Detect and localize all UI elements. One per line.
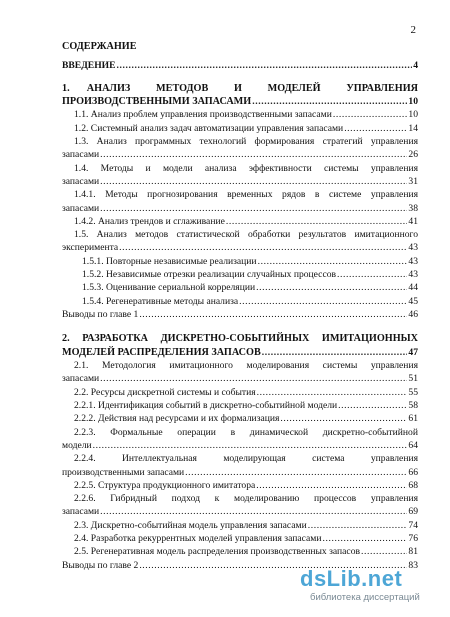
watermark-logo: dsLib.net	[300, 566, 403, 591]
chapter-2-title-line1: 2. РАЗРАБОТКА ДИСКРЕТНО-СОБЫТИЙНЫХ ИМИТАЦИОННЫХ	[62, 333, 418, 345]
leader-dots	[139, 308, 407, 321]
spacer	[62, 73, 418, 83]
toc-entry-page: 41	[408, 215, 418, 227]
toc-entry-page: 44	[408, 282, 418, 294]
toc-entry-page: 68	[408, 479, 418, 491]
toc-entry	[62, 492, 418, 519]
toc-heading: СОДЕРЖАНИЕ	[62, 41, 137, 52]
chapter-1-title-line2: ПРОИЗВОДСТВЕННЫМИ ЗАПАСАМИ ..... 10	[62, 95, 418, 108]
toc-entry-text-cont: запасами	[62, 506, 100, 518]
toc-entry	[62, 215, 418, 228]
toc-entry-page: 10	[408, 109, 418, 121]
toc-entry	[62, 519, 418, 532]
toc-entry-text: 1.5.3. Оценивание сериальной корреляции	[82, 282, 256, 294]
leader-dots	[119, 241, 407, 254]
toc-entry-text: 1.3. Анализ программных технологий формирования стратегий управления	[74, 136, 418, 148]
leader-dots	[257, 386, 408, 399]
chapter-1-page: 10	[408, 96, 418, 108]
toc-entry-page: 76	[408, 532, 418, 544]
leader-dots	[256, 479, 407, 492]
toc-entry	[62, 228, 418, 255]
toc-entry-text: ВВЕДЕНИЕ	[62, 60, 116, 72]
leader-dots	[308, 519, 408, 532]
chapter-1-items	[62, 108, 418, 321]
toc-entry	[62, 545, 418, 558]
toc-entry	[62, 426, 418, 453]
toc-entry	[62, 295, 418, 308]
toc-entry-text: 2.3. Дискретно-событийная модель управления запасами	[74, 519, 307, 531]
toc-entry	[62, 268, 418, 281]
leader-dots	[338, 399, 407, 412]
leader-dots	[117, 59, 413, 72]
toc-entry	[62, 532, 418, 545]
leader-dots	[262, 346, 408, 359]
leader-dots	[258, 255, 408, 268]
toc-entry-text-cont: производственными запасами	[62, 466, 185, 478]
toc-entry	[62, 108, 418, 121]
leader-dots	[252, 95, 407, 108]
toc-entry-text: 2.1. Методология имитационного моделирования системы управления	[74, 360, 418, 372]
toc-entry-page: 58	[408, 400, 418, 412]
page-number: 2	[410, 24, 416, 36]
toc-entry-intro	[62, 59, 418, 72]
toc-entry	[62, 162, 418, 189]
watermark	[300, 566, 440, 606]
toc-entry-text-cont: эксперимента	[62, 242, 119, 254]
leader-dots	[344, 122, 407, 135]
toc-entry	[62, 308, 418, 321]
leader-dots	[280, 412, 407, 425]
toc-entry-page: 38	[408, 202, 418, 214]
toc-entry-text: 2.5. Регенеративная модель распределения производственных запасов	[74, 546, 361, 558]
toc-entry-page: 45	[408, 295, 418, 307]
toc-entry-text: Выводы по главе 2	[62, 559, 139, 571]
toc-entry-text-cont: запасами	[62, 202, 100, 214]
toc-entry-text: 1.4.2. Анализ трендов и сглаживание	[74, 215, 225, 227]
chapter-1-title	[62, 83, 418, 109]
leader-dots	[333, 108, 408, 121]
toc-entry-page: 83	[408, 559, 418, 571]
toc-entry-text-cont: запасами	[62, 373, 100, 385]
leader-dots	[337, 268, 407, 281]
toc-entry-text-cont: запасами	[62, 149, 100, 161]
toc-entry	[62, 412, 418, 425]
toc-entry	[62, 359, 418, 386]
chapter-2-title-line2: МОДЕЛЕЙ РАСПРЕДЕЛЕНИЯ ЗАПАСОВ ..... 47	[62, 346, 418, 359]
chapter-2-page: 47	[408, 346, 418, 358]
toc-entry-text: 2.2.6. Гибридный подход к моделированию процессов управления	[74, 493, 418, 505]
leader-dots	[361, 545, 407, 558]
leader-dots	[100, 175, 407, 188]
toc-entry-text: 1.2. Системный анализ задач автоматизации управления запасами	[74, 122, 344, 134]
toc-entry-text: 2.2.1. Идентификация событий в дискретно-событийной модели	[74, 400, 338, 412]
toc-entry-text: Выводы по главе 1	[62, 308, 139, 320]
toc-entry-text: 1.1. Анализ проблем управления производственными запасами	[74, 109, 332, 121]
toc-entry-page: 81	[408, 546, 418, 558]
leader-dots	[100, 372, 407, 385]
toc-entry-page: 64	[408, 439, 418, 451]
toc-entry-text: 2.4. Разработка рекуррентных моделей управления запасами	[74, 532, 322, 544]
toc-entry-page: 74	[408, 519, 418, 531]
toc-entry-page: 43	[408, 269, 418, 281]
toc-entry-text: 1.4.1. Методы прогнозирования временных рядов в системе управления	[74, 189, 418, 201]
toc-entry-text: 1.5.2. Независимые отрезки реализации случайных процессов	[82, 269, 337, 281]
toc-entry-page: 55	[408, 386, 418, 398]
toc-entry-page: 26	[408, 149, 418, 161]
leader-dots	[226, 215, 408, 228]
chapter-2-items	[62, 359, 418, 572]
toc-entry-page: 69	[408, 506, 418, 518]
table-of-contents	[62, 40, 418, 572]
toc-entry-text-cont: модели	[62, 439, 92, 451]
toc-entry-page: 31	[408, 175, 418, 187]
toc-entry	[62, 135, 418, 162]
toc-entry-page: 51	[408, 373, 418, 385]
toc-entry	[62, 188, 418, 215]
leader-dots	[239, 295, 407, 308]
toc-entry-page: 66	[408, 466, 418, 478]
leader-dots	[256, 281, 407, 294]
toc-entry-text: 1.5. Анализ методов статистической обработки результатов имитационного	[74, 229, 418, 241]
toc-entry	[62, 122, 418, 135]
chapter-1-title-line1: 1. АНАЛИЗ МЕТОДОВ И МОДЕЛЕЙ УПРАВЛЕНИЯ	[62, 82, 418, 94]
leader-dots	[93, 439, 408, 452]
toc-entry	[62, 255, 418, 268]
toc-entry	[62, 479, 418, 492]
toc-entry-page: 43	[408, 242, 418, 254]
toc-entry	[62, 452, 418, 479]
toc-entry-text: 2.2.2. Действия над ресурсами и их формализация	[74, 413, 280, 425]
toc-entry-page: 14	[408, 122, 418, 134]
watermark-subtitle: библиотека диссертаций	[310, 592, 420, 603]
toc-entry	[62, 386, 418, 399]
leader-dots	[100, 505, 407, 518]
toc-entry-text: 1.5.1. Повторные независимые реализации	[82, 255, 257, 267]
spacer	[62, 321, 418, 333]
toc-entry-page: 61	[408, 413, 418, 425]
leader-dots	[100, 148, 407, 161]
toc-entry-page: 4	[413, 60, 418, 72]
toc-entry-text: 2.2.3. Формальные операции в динамической дискретно-событийной	[74, 426, 418, 438]
leader-dots	[100, 202, 407, 215]
toc-entry-text: 2.2. Ресурсы дискретной системы и события	[74, 386, 256, 398]
toc-entry-text-cont: запасами	[62, 175, 100, 187]
toc-entry-page: 46	[408, 308, 418, 320]
leader-dots	[185, 466, 407, 479]
toc-entry-page: 43	[408, 255, 418, 267]
toc-entry-text: 1.5.4. Регенеративные методы анализа	[82, 295, 239, 307]
toc-entry	[62, 281, 418, 294]
leader-dots	[322, 532, 407, 545]
toc-entry-text: 1.4. Методы и модели анализа эффективности системы управления	[74, 162, 418, 174]
toc-entry-text: 2.2.5. Структура продукционного имитатора	[74, 479, 256, 491]
toc-entry-text: 2.2.4. Интеллектуальная моделирующая система управления	[74, 453, 418, 465]
toc-entry	[62, 399, 418, 412]
chapter-2-title	[62, 333, 418, 359]
